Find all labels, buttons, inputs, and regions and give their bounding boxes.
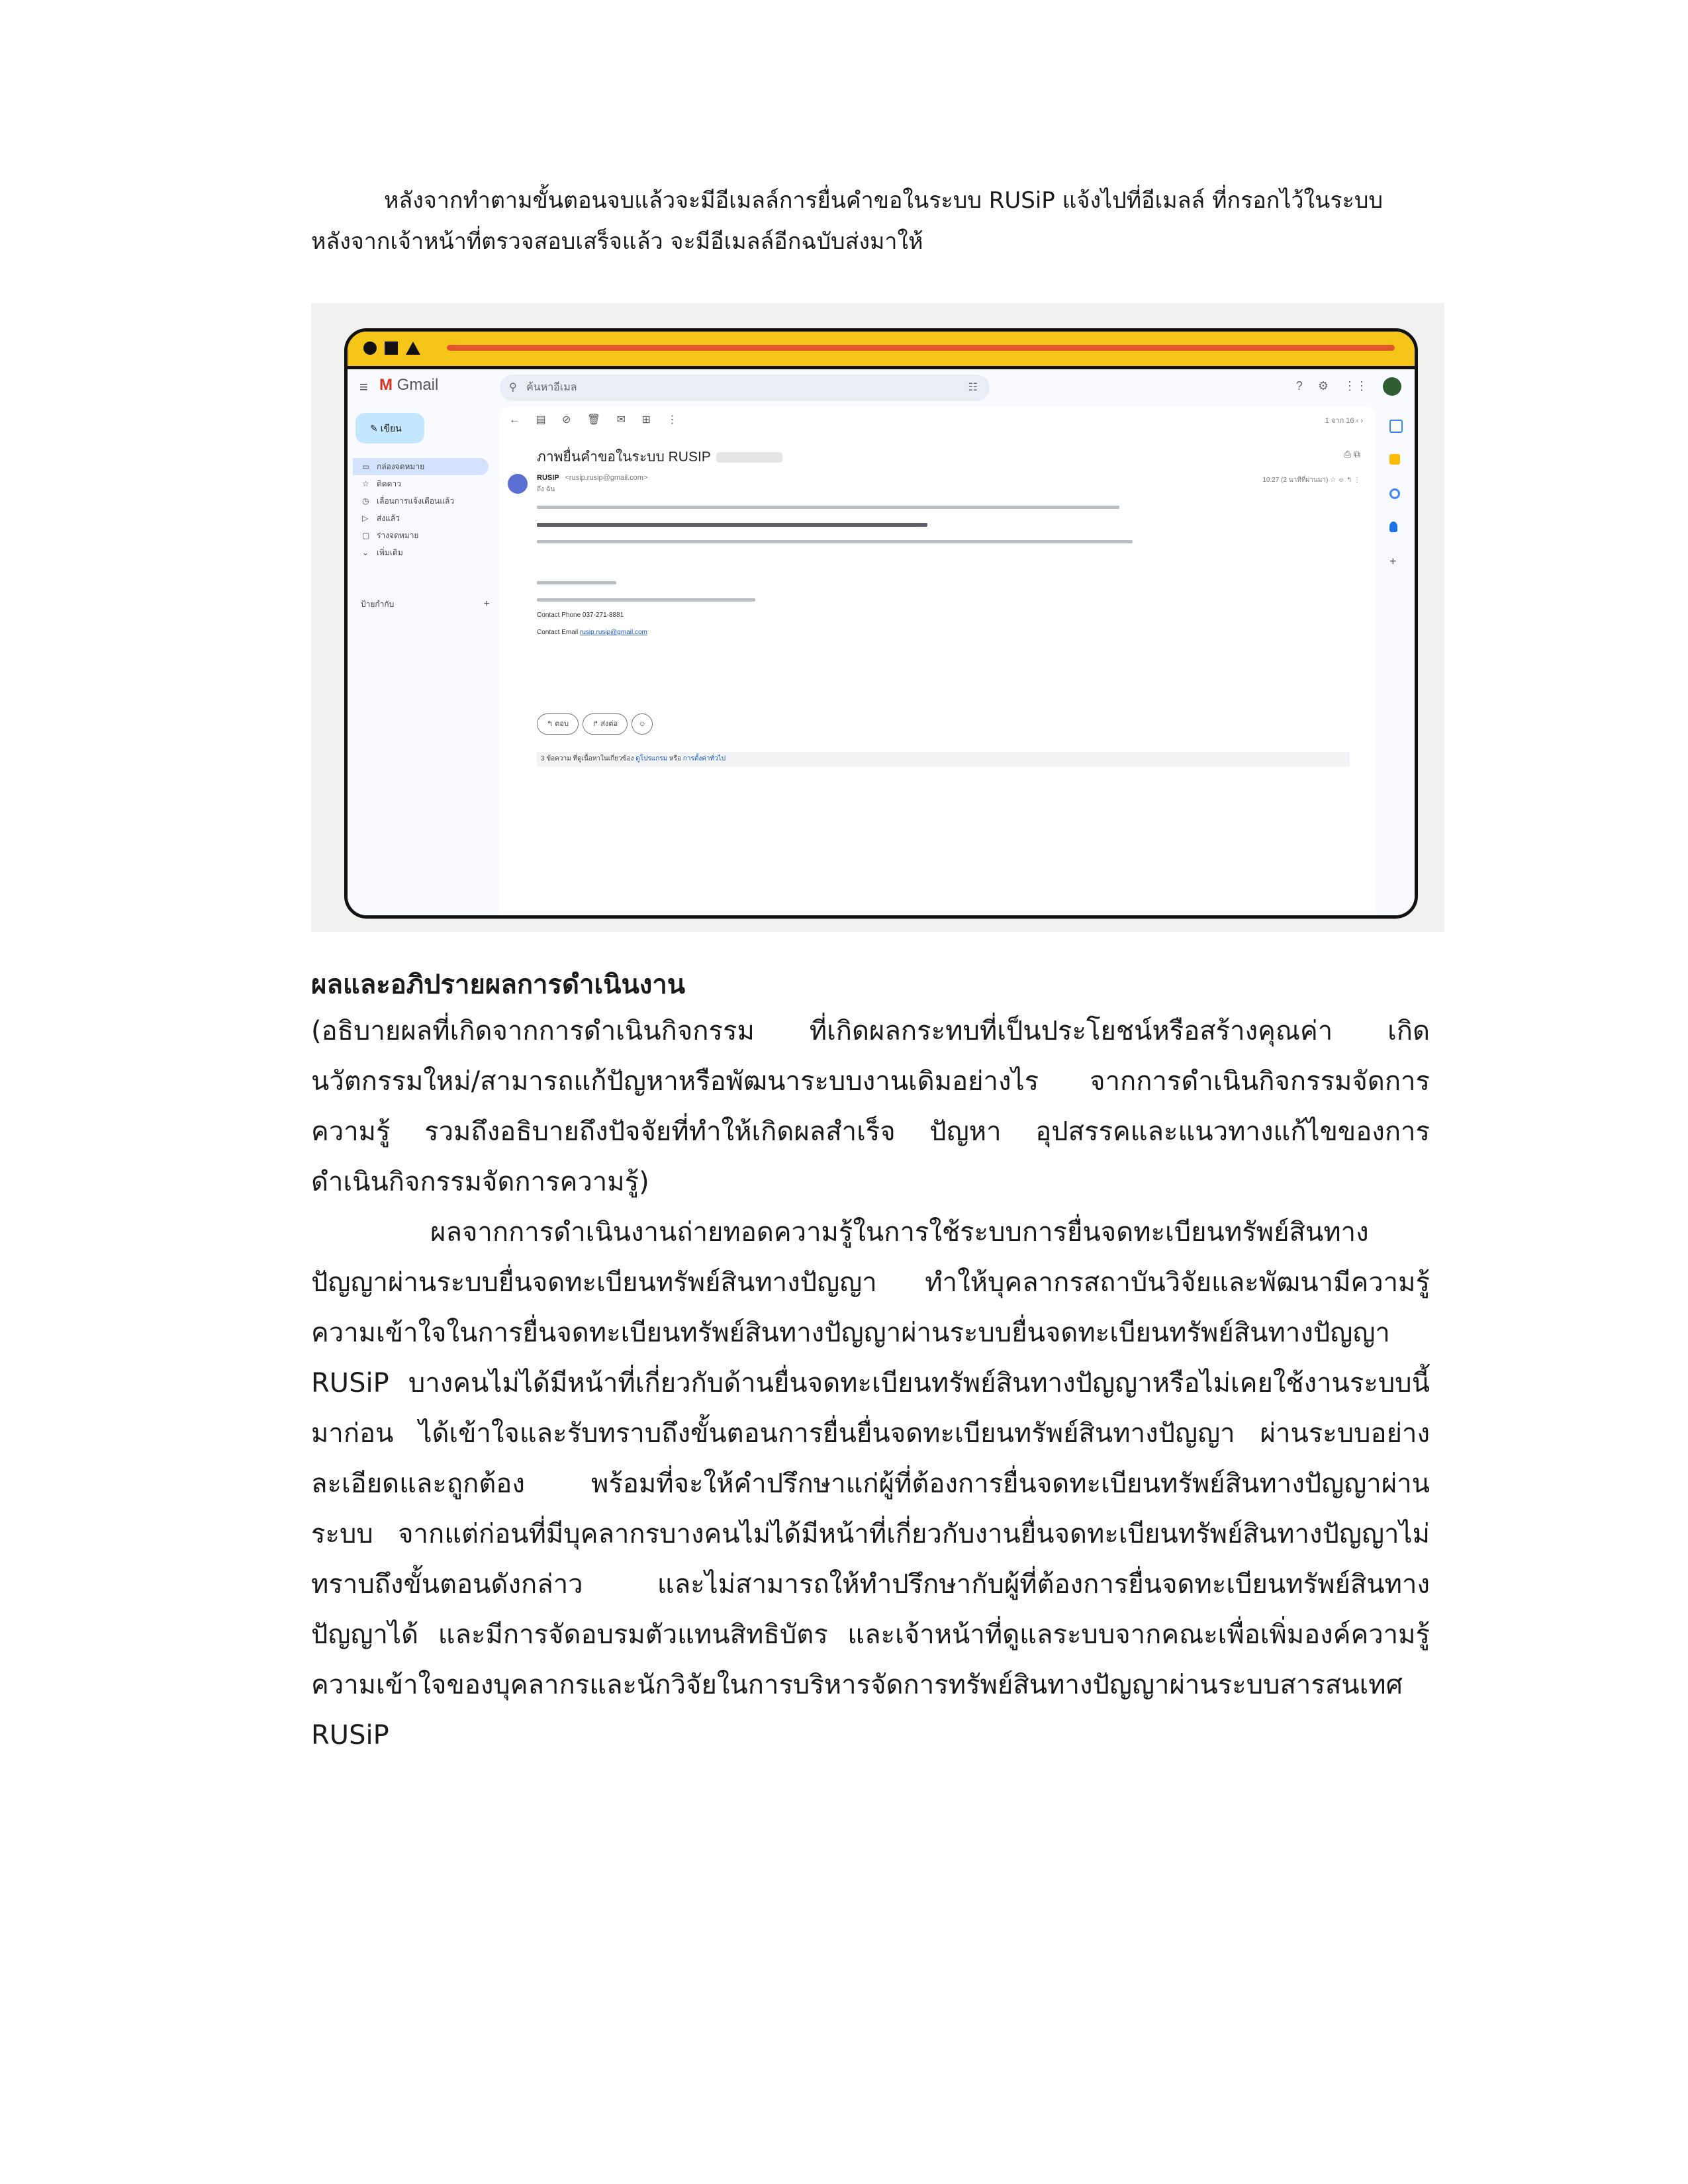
sidebar-item-label: เลื่อนการแจ้งเตือนแล้ว xyxy=(377,496,455,506)
emoji-icon[interactable]: ☺ xyxy=(1337,477,1345,484)
more-vert-icon[interactable]: ⋮ xyxy=(1354,477,1360,484)
email-body-line xyxy=(537,506,1119,509)
sender-line xyxy=(537,474,647,482)
forward-label: ส่งต่อ xyxy=(600,720,618,728)
feedback-link-2[interactable]: การตั้งค่าทั่วไป xyxy=(682,755,726,762)
forward-button[interactable]: ↱ ส่งต่อ xyxy=(583,713,628,735)
sidebar-item[interactable] xyxy=(353,458,489,475)
help-icon[interactable]: ? xyxy=(1295,379,1303,392)
subject-text: ภาพยื่นคำขอในระบบ RUSIP xyxy=(537,449,711,465)
gmail-window xyxy=(348,369,1415,915)
sidebar-item[interactable] xyxy=(353,527,489,544)
square-icon xyxy=(385,341,398,355)
tasks-icon[interactable] xyxy=(1389,488,1400,499)
sidebar-item-label: ร่างจดหมาย xyxy=(377,531,419,540)
sidebar-item[interactable] xyxy=(353,510,489,527)
email-toolbar xyxy=(509,413,690,426)
back-arrow-icon[interactable]: ← xyxy=(509,414,520,426)
sidebar-item-label: ติดดาว xyxy=(377,479,401,488)
apps-grid-icon[interactable]: ⋮⋮ xyxy=(1343,379,1368,392)
mark-unread-icon[interactable]: ✉ xyxy=(616,414,626,426)
gear-icon[interactable]: ⚙ xyxy=(1317,379,1329,392)
reply-actions xyxy=(537,713,657,735)
sidebar-nav xyxy=(353,458,489,561)
recipient-line: ถึง ฉัน xyxy=(537,486,555,493)
email-subject xyxy=(537,446,782,468)
compose-button[interactable]: ✎ เขียน xyxy=(355,413,424,443)
search-input[interactable] xyxy=(500,375,990,401)
intro-line-2: หลังจากเจ้าหน้าที่ตรวจสอบเสร็จแล้ว จะมีอีเมลล์อีกฉบับส่งมาให้ xyxy=(311,228,923,255)
report-spam-icon[interactable]: ⊘ xyxy=(562,414,571,426)
reply-button[interactable]: ↰ ตอบ xyxy=(537,713,579,735)
search-icon: ⚲ xyxy=(509,382,517,393)
delete-icon[interactable]: 🗑 xyxy=(586,414,601,426)
hamburger-menu-icon[interactable]: ≡ xyxy=(359,379,368,395)
print-icon[interactable]: ⎙ xyxy=(1343,449,1352,459)
gmail-m-icon: M xyxy=(379,376,393,394)
star-icon: ☆ xyxy=(362,479,369,488)
more-vert-icon[interactable]: ⋮ xyxy=(667,414,678,426)
open-new-window-icon[interactable]: ⧉ xyxy=(1354,449,1360,459)
labels-section xyxy=(361,598,490,611)
star-icon[interactable]: ☆ xyxy=(1330,477,1338,484)
email-time: 10:27 (2 นาทีที่ผ่านมา) xyxy=(1262,477,1329,484)
intro-line-1: หลังจากทำตามขั้นตอนจบแล้วจะมีอีเมลล์การยื่นคำขอในระบบ RUSiP แจ้งไปที่อีเมลล์ ที่กรอกไว้ในระบบ xyxy=(384,187,1383,214)
contact-email-label: Contact Email xyxy=(537,629,579,636)
circle-icon xyxy=(363,341,377,355)
label-icon[interactable]: ⊞ xyxy=(641,414,651,426)
plus-icon[interactable]: + xyxy=(483,598,490,610)
contact-email-row xyxy=(537,629,647,636)
triangle-icon xyxy=(406,341,420,355)
browser-frame xyxy=(344,328,1418,919)
pager-text: 1 จาก 16 xyxy=(1325,417,1354,425)
compose-label: เขียน xyxy=(380,423,402,433)
sidebar-item[interactable] xyxy=(353,475,489,492)
titlebar-stripe xyxy=(447,345,1395,351)
sender-name: RUSIP xyxy=(537,474,559,482)
section-heading: ผลและอภิปรายผลการดำเนินงาน xyxy=(311,970,686,1000)
clock-icon: ◷ xyxy=(362,496,369,506)
email-body-line xyxy=(537,540,1133,543)
gmail-logo[interactable] xyxy=(379,376,438,394)
sidebar-item-label: ส่งแล้ว xyxy=(377,514,400,523)
pager xyxy=(1325,414,1363,426)
gmail-sidebar xyxy=(348,406,500,915)
contacts-icon[interactable] xyxy=(1389,522,1397,532)
email-meta xyxy=(1262,475,1360,485)
sender-email: <rusip.rusip@gmail.com> xyxy=(565,474,648,482)
feedback-bar xyxy=(537,752,1350,766)
section-description: (อธิบายผลที่เกิดจากการดำเนินกิจกรรม ที่เกิดผลกระทบที่เป็นประโยชน์หรือสร้างคุณค่า เกิดนวัตกรรมใหม่/สามารถแก้ปัญหาหรือพัฒนาระบบงานเดิมอย่างไร จากการดำเนินกิจกรรมจัดการความรู้ รวมถึงอธิบายถึงปัจจัยที่ทำให้เกิดผลสำเร็จ ปัญหา อุปสรรคและแนวทางแก้ไขของการดำเนินกิจกรรมจัดการความรู้) xyxy=(311,1016,1430,1197)
plus-icon[interactable]: + xyxy=(1389,555,1397,568)
chevron-down-icon: ⌄ xyxy=(362,548,369,557)
sidebar-item-label: เพิ่มเติม xyxy=(377,548,403,557)
avatar[interactable] xyxy=(1383,377,1401,396)
reply-label: ตอบ xyxy=(555,720,569,728)
gmail-screenshot-figure xyxy=(311,303,1444,932)
subject-actions xyxy=(1344,449,1360,460)
gmail-header xyxy=(348,369,1415,406)
chevron-right-icon[interactable]: › xyxy=(1360,417,1363,425)
send-icon: ▷ xyxy=(362,514,369,523)
sidebar-item[interactable] xyxy=(353,492,489,510)
inbox-label-chip[interactable] xyxy=(716,452,782,463)
draft-icon: ▢ xyxy=(362,531,370,540)
side-panel-rail xyxy=(1376,406,1415,915)
section-body: ผลจากการดำเนินงานถ่ายทอดความรู้ในการใช้ระบบการยื่นจดทะเบียนทรัพย์สินทางปัญญาผ่านระบบยื่นจดทะเบียนทรัพย์สินทางปัญญา ทำให้บุคลากรสถาบันวิจัยและพัฒนามีความรู้ความเข้าใจในการยื่นจดทะเบียนทรัพย์สินทางปัญญาผ่านระบบยื่นจดทะเบียนทรัพย์สินทางปัญญา RUSiP บางคนไม่ได้มีหน้าที่เกี่ยวกับด้านยื่นจดทะเบียนทรัพย์สินทางปัญญาหรือไม่เคยใช้งานระบบนี้มาก่อน ได้เข้าใจและรับทราบถึงขั้นตอนการยื่นยื่นจดทะเบียนทรัพย์สินทางปัญญา ผ่านระบบอย่างละเอียดและถูกต้อง พร้อมที่จะให้คำปรึกษาแก่ผู้ที่ต้องการยื่นจดทะเบียนทรัพย์สินทางปัญญาผ่านระบบ จากแต่ก่อนที่มีบุคลากรบางคนไม่ได้มีหน้าที่เกี่ยวกับงานยื่นจดทะเบียนทรัพย์สินทางปัญญาไม่ทราบถึงขั้นตอนดังกล่าว และไม่สามารถให้ทำปรึกษากับผู้ที่ต้องการยื่นจดทะเบียนทรัพย์สินทางปัญญาได้ และมีการจัดอบรมตัวแทนสิทธิบัตร และเจ้าหน้าที่ดูแลระบบจากคณะเพื่อเพิ่มองค์ความรู้ความเข้าใจของบุคลากรและนักวิจัยในการบริหารจัดการทรัพย์สินทางปัญญาผ่านระบบสารสนเทศ RUSiP xyxy=(311,1217,1430,1751)
header-actions xyxy=(1284,377,1401,396)
reply-icon[interactable]: ↰ xyxy=(1346,477,1354,484)
window-titlebar xyxy=(348,332,1415,369)
feedback-link-1[interactable]: ดูโปรแกรม xyxy=(635,755,668,762)
keep-icon[interactable] xyxy=(1389,454,1400,465)
email-body-line xyxy=(537,598,755,602)
email-body-bold-line xyxy=(537,523,927,527)
gmail-app-name: Gmail xyxy=(397,376,439,394)
filter-icon[interactable]: ☷ xyxy=(968,382,978,393)
emoji-reaction-button[interactable]: ☺ xyxy=(632,713,653,735)
email-view xyxy=(500,406,1376,915)
sidebar-item-label: กล่องจดหมาย xyxy=(377,462,425,471)
archive-icon[interactable]: ▤ xyxy=(536,414,546,426)
chevron-left-icon[interactable]: ‹ xyxy=(1356,417,1361,425)
inbox-icon: ▭ xyxy=(362,462,370,471)
feedback-text: 3 ข้อความ ที่ดูเนื้อหาในเกี่ยวข้อง xyxy=(541,755,634,762)
feedback-mid: หรือ xyxy=(669,755,681,762)
email-body-line xyxy=(537,581,616,584)
sender-avatar xyxy=(508,474,528,494)
contact-email-link[interactable]: rusip.rusip@gmail.com xyxy=(580,629,647,636)
search-placeholder: ค้นหาอีเมล xyxy=(526,382,577,393)
contact-phone: Contact Phone 037-271-8881 xyxy=(537,612,624,619)
calendar-icon[interactable] xyxy=(1389,420,1403,433)
sidebar-item[interactable] xyxy=(353,544,489,561)
labels-title: ป้ายกำกับ xyxy=(361,600,395,609)
